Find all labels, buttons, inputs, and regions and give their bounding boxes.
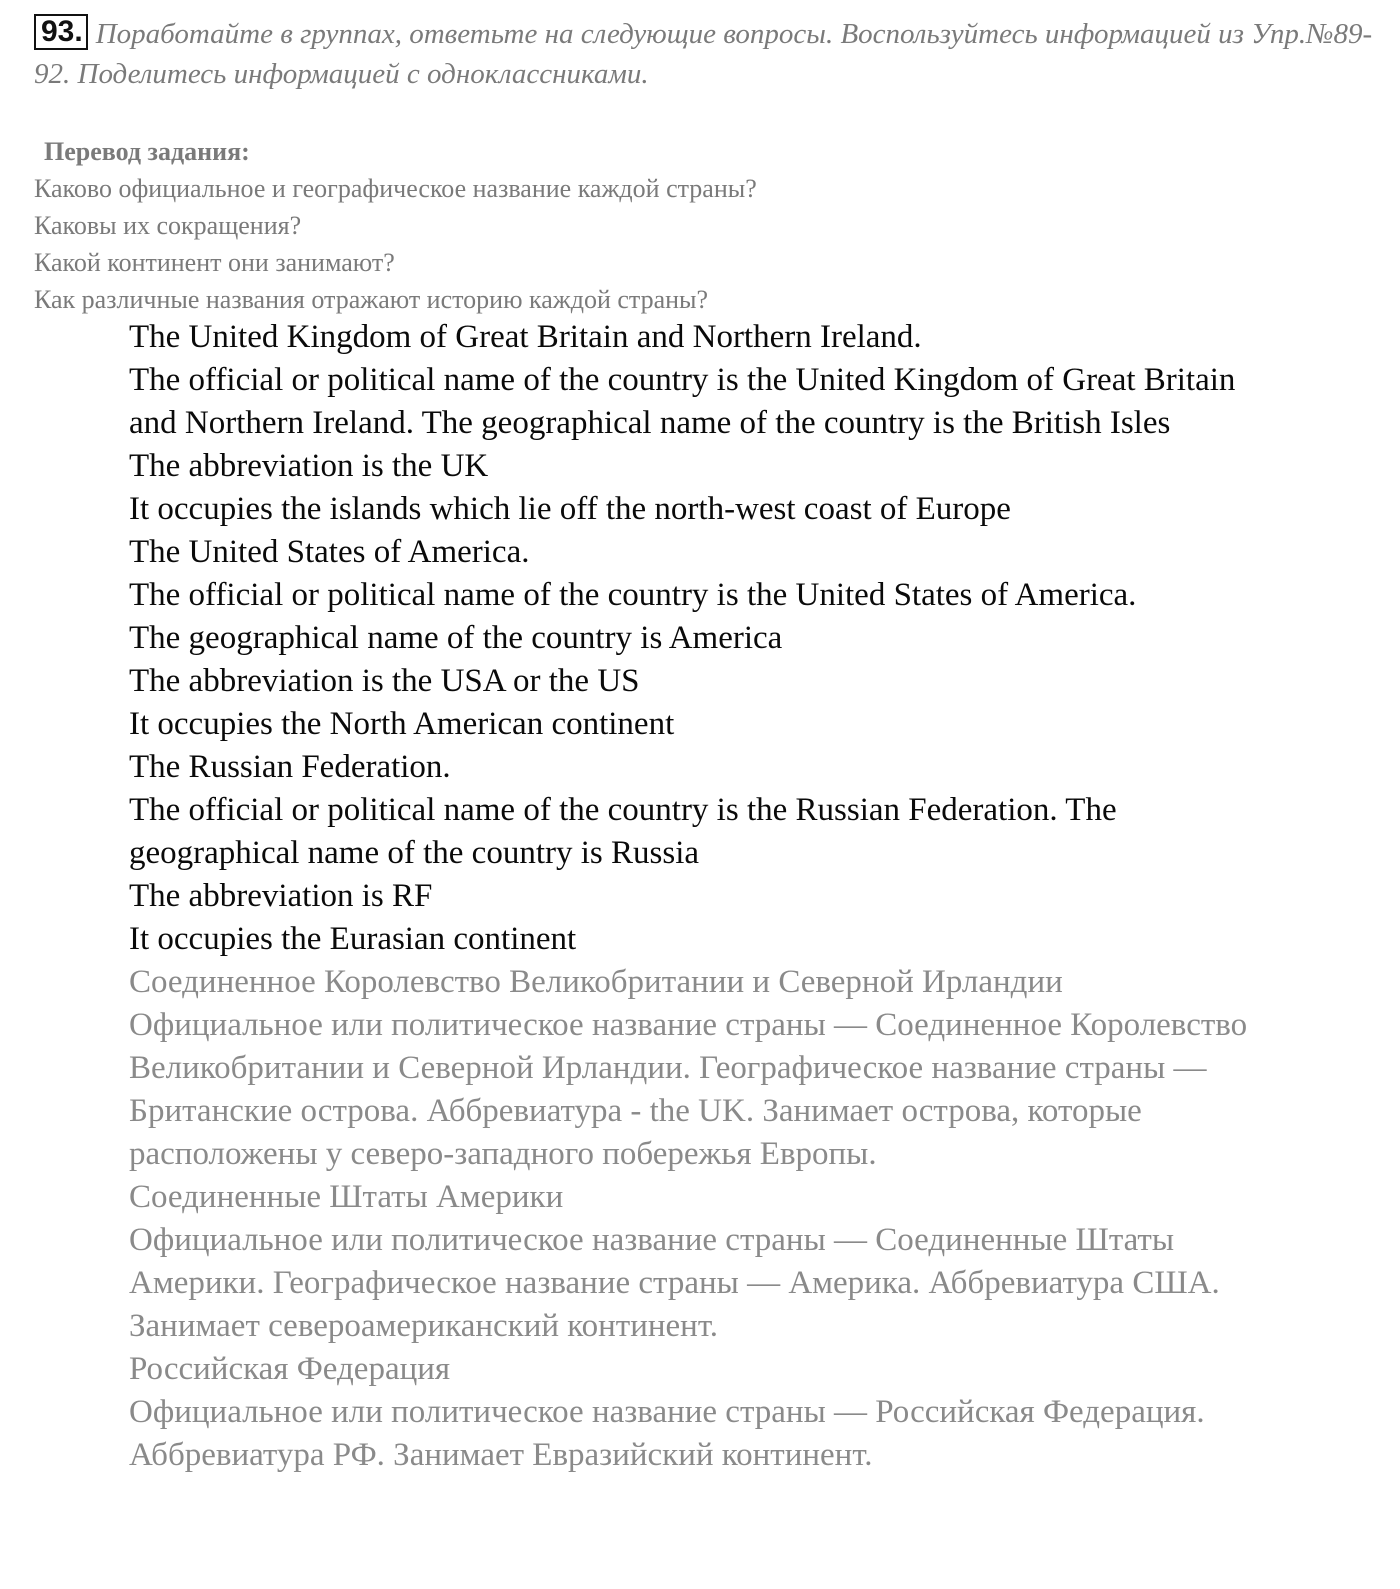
translation-uk-title: Соединенное Королевство Великобритании и Северной Ирландии bbox=[129, 964, 1063, 1000]
translation-question: Каково официальное и географическое название каждой страны? bbox=[34, 174, 757, 203]
task-translation bbox=[34, 133, 1374, 318]
translation-question: Как различные названия отражают историю каждой страны? bbox=[34, 285, 709, 314]
answer-usa-geographical-name: The geographical name of the country is America bbox=[129, 620, 783, 656]
answer-rf-title: The Russian Federation. bbox=[129, 749, 451, 785]
answer-rf-abbreviation: The abbreviation is RF bbox=[129, 878, 433, 914]
translation-question: Каковы их сокращения? bbox=[34, 211, 302, 240]
answers-block bbox=[129, 316, 1289, 1477]
exercise-header bbox=[34, 14, 1374, 94]
translation-uk-details: Официальное или политическое название страны — Соединенное Королевство Великобритании и Северной Ирландии. Географическое название страны — Британские острова. Аббревиатура - the UK. Занимает острова, которые расположены у северо-западного побережья Европы. bbox=[129, 1007, 1248, 1172]
answer-uk-abbreviation: The abbreviation is the UK bbox=[129, 448, 489, 484]
answer-usa-title: The United States of America. bbox=[129, 534, 530, 570]
translation-rf-details: Официальное или политическое название страны — Российская Федерация. Аббревиатура РФ. Занимает Евразийский континент. bbox=[129, 1394, 1205, 1473]
translation-usa-details: Официальное или политическое название страны — Соединенные Штаты Америки. Географическое название страны — Америка. Аббревиатура США. Занимает североамериканский континент. bbox=[129, 1222, 1220, 1344]
answer-uk-names: The official or political name of the country is the United Kingdom of Great Britain and Northern Ireland. The geographical name of the country is the British Isles bbox=[129, 362, 1236, 441]
translation-title: Перевод задания: bbox=[44, 137, 250, 166]
answer-usa-official-name: The official or political name of the country is the United States of America. bbox=[129, 577, 1137, 613]
exercise-number: 93. bbox=[34, 14, 88, 50]
translation-rf-title: Российская Федерация bbox=[129, 1351, 451, 1387]
translation-usa-title: Соединенные Штаты Америки bbox=[129, 1179, 564, 1215]
answer-usa-location: It occupies the North American continent bbox=[129, 706, 675, 742]
exercise-instruction: Поработайте в группах, ответьте на следующие вопросы. Воспользуйтесь информацией из Упр.№89-92. Поделитесь информацией с одноклассниками. bbox=[34, 18, 1373, 90]
answer-rf-location: It occupies the Eurasian continent bbox=[129, 921, 577, 957]
answer-rf-names: The official or political name of the country is the Russian Federation. The geographical name of the country is Russia bbox=[129, 792, 1117, 871]
translation-question: Какой континент они занимают? bbox=[34, 248, 395, 277]
answer-uk-location: It occupies the islands which lie off the north-west coast of Europe bbox=[129, 491, 1011, 527]
answer-usa-abbreviation: The abbreviation is the USA or the US bbox=[129, 663, 640, 699]
answer-uk-title: The United Kingdom of Great Britain and Northern Ireland. bbox=[129, 319, 922, 355]
